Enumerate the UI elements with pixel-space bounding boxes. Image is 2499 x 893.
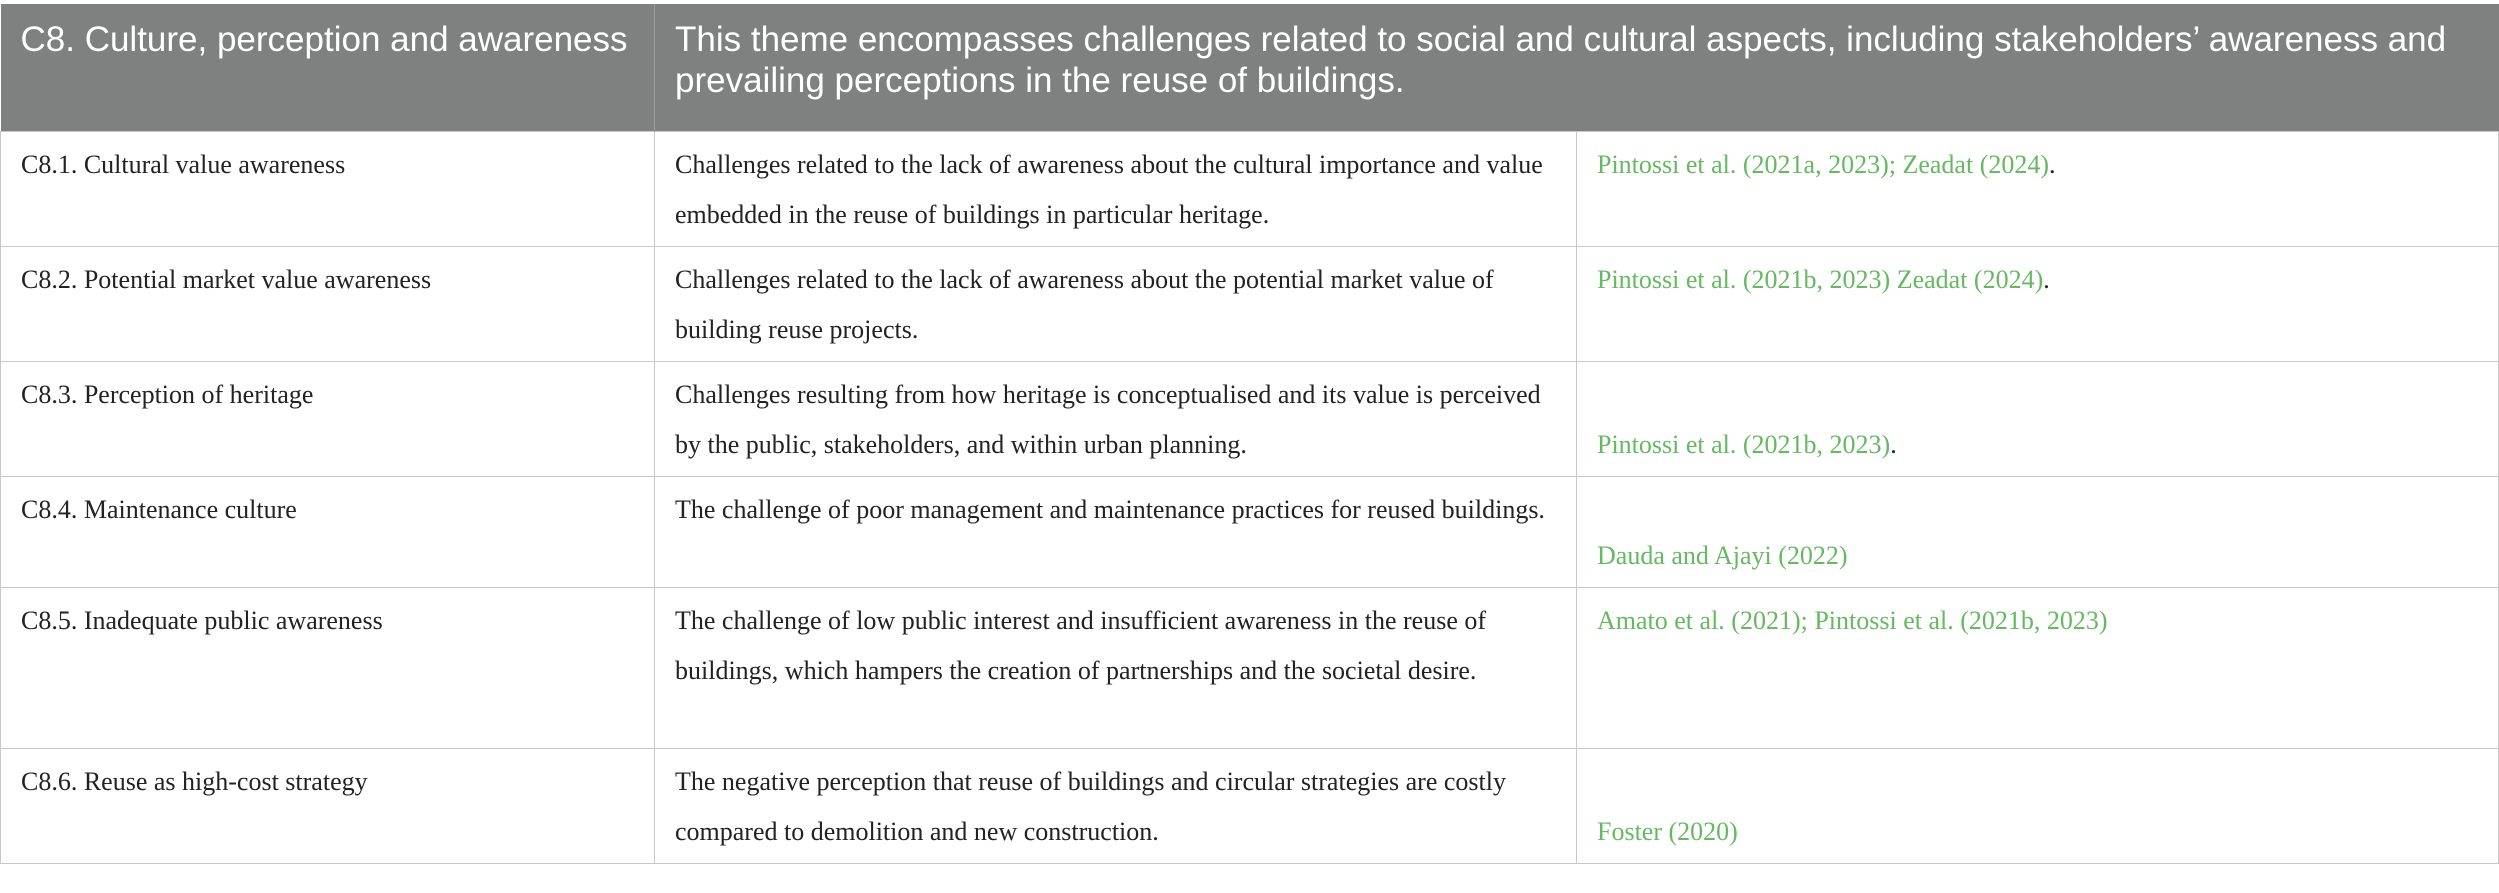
challenge-label: C8.4. Maintenance culture [1,476,655,587]
challenge-reference [1577,748,2499,863]
challenge-label: C8.1. Cultural value awareness [1,131,655,246]
challenge-description: The challenge of low public interest and insufficient awareness in the reuse of buildings, which hampers the creation of partnerships and the societal desire. [655,587,1577,748]
challenge-reference [1577,131,2499,246]
challenge-description: The negative perception that reuse of buildings and circular strategies are costly compared to demolition and new construction. [655,748,1577,863]
table-body [1,131,2499,863]
challenge-label: C8.2. Potential market value awareness [1,246,655,361]
reference-link[interactable]: Pintossi et al. (2021b, 2023) Zeadat (2024) [1597,264,2044,294]
challenge-label: C8.3. Perception of heritage [1,361,655,476]
reference-punctuation: . [1890,429,1897,459]
reference-link[interactable]: Foster (2020) [1597,816,1738,846]
challenge-description: The challenge of poor management and maintenance practices for reused buildings. [655,476,1577,587]
theme-code-title: C8. Culture, perception and awareness [1,4,655,131]
reference-link[interactable]: Amato et al. (2021); Pintossi et al. (2021b, 2023) [1597,605,2108,635]
reference-punctuation: . [2049,149,2056,179]
theme-description: This theme encompasses challenges related to social and cultural aspects, including stakeholders’ awareness and prevailing perceptions in the reuse of buildings. [675,20,2447,100]
table-row [1,748,2499,863]
challenge-label: C8.5. Inadequate public awareness [1,587,655,748]
challenge-reference [1577,246,2499,361]
challenge-description: Challenges related to the lack of awareness about the potential market value of building reuse projects. [655,246,1577,361]
challenges-table [0,4,2499,864]
challenge-reference [1577,361,2499,476]
table-row [1,587,2499,748]
challenge-description: Challenges resulting from how heritage is conceptualised and its value is perceived by the public, stakeholders, and within urban planning. [655,361,1577,476]
table-row [1,131,2499,246]
table-row [1,246,2499,361]
table-row [1,476,2499,587]
challenge-reference [1577,476,2499,587]
reference-link[interactable]: Pintossi et al. (2021b, 2023) [1597,429,1891,459]
challenge-reference [1577,587,2499,748]
table-header [1,4,2499,131]
challenge-description: Challenges related to the lack of awareness about the cultural importance and value embedded in the reuse of buildings in particular heritage. [655,131,1577,246]
header-row [1,4,2499,131]
reference-link[interactable]: Dauda and Ajayi (2022) [1597,540,1848,570]
reference-punctuation: . [2043,264,2050,294]
challenge-label: C8.6. Reuse as high-cost strategy [1,748,655,863]
reference-link[interactable]: Pintossi et al. (2021a, 2023); Zeadat (2024) [1597,149,2050,179]
table-row [1,361,2499,476]
challenges-table-container [0,4,2447,864]
